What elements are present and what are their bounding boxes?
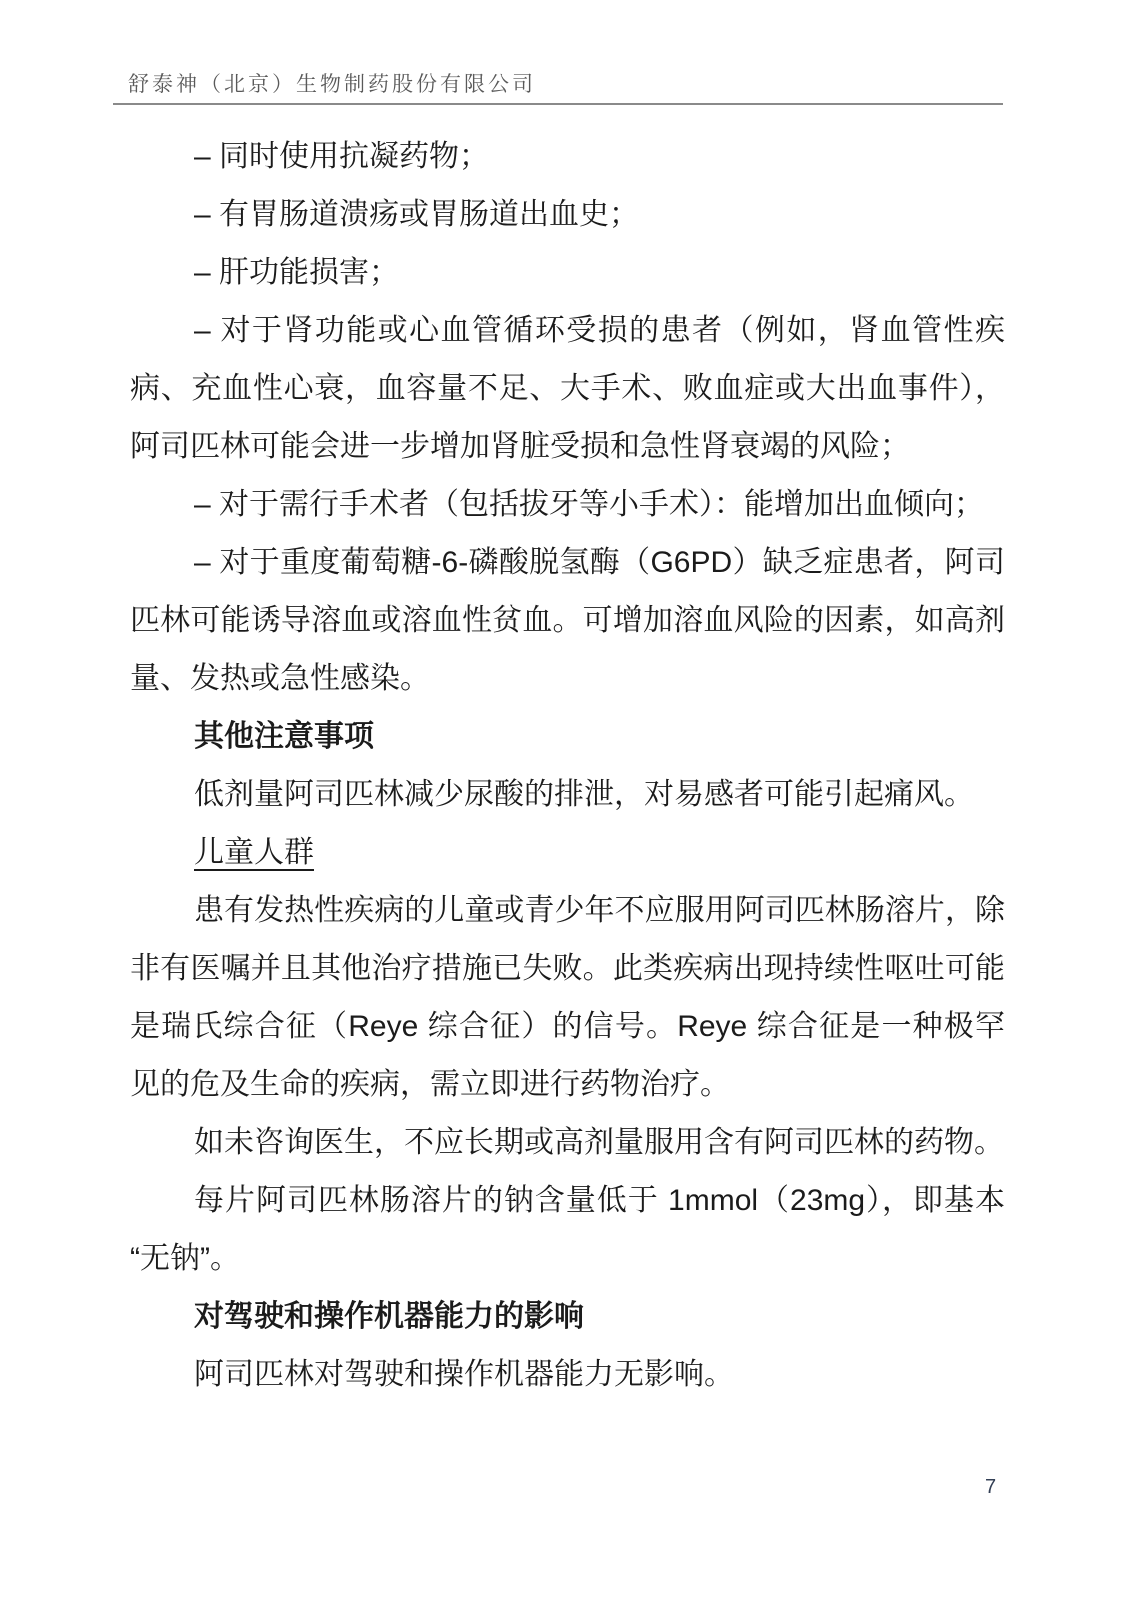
paragraph-consult-doctor: 如未咨询医生，不应长期或高剂量服用含有阿司匹林的药物。	[194, 1126, 1004, 1159]
list-item-liver-impairment: – 肝功能损害；	[194, 256, 400, 289]
running-header-company-name: 舒泰神（北京）生物制药股份有限公司	[128, 73, 536, 96]
list-item-gi-ulcer-history: – 有胃肠道溃疡或胃肠道出血史；	[194, 198, 640, 231]
section-heading-other-precautions: 其他注意事项	[194, 720, 374, 753]
paragraph-uric-acid: 低剂量阿司匹林减少尿酸的排泄，对易感者可能引起痛风。	[194, 778, 974, 811]
paragraph-sodium-content: 每片阿司匹林肠溶片的钠含量低于 1mmol（23mg），即基本“无钠”。	[130, 1184, 1005, 1275]
pediatric-heading-text: 儿童人群	[194, 836, 314, 869]
paragraph-reye-syndrome: 患有发热性疾病的儿童或青少年不应服用阿司匹林肠溶片，除非有医嘱并且其他治疗措施已失败。此类疾病出现持续性呕吐可能是瑞氏综合征（Reye 综合征）的信号。Reye 综合征是一种极罕见的危及生命的疾病，需立即进行药物治疗。	[130, 894, 1005, 1101]
header-divider-line	[113, 103, 1003, 105]
list-item-g6pd-deficiency: – 对于重度葡萄糖-6-磷酸脱氢酶（G6PD）缺乏症患者，阿司匹林可能诱导溶血或溶血性贫血。可增加溶血风险的因素，如高剂量、发热或急性感染。	[130, 546, 1005, 695]
list-item-anticoagulants: – 同时使用抗凝药物；	[194, 140, 490, 173]
list-item-renal-cardiovascular: – 对于肾功能或心血管循环受损的患者（例如，肾血管性疾病、充血性心衰，血容量不足、大手术、败血症或大出血事件），阿司匹林可能会进一步增加肾脏受损和急性肾衰竭的风险；	[130, 314, 1005, 463]
section-heading-pediatric-population	[130, 824, 1005, 882]
page-body-text	[130, 128, 1005, 1404]
section-heading-driving-machines: 对驾驶和操作机器能力的影响	[194, 1300, 584, 1333]
page-number: 7	[985, 1476, 997, 1498]
paragraph-driving-no-effect: 阿司匹林对驾驶和操作机器能力无影响。	[194, 1358, 734, 1391]
list-item-surgery: – 对于需行手术者（包括拔牙等小手术）：能增加出血倾向；	[194, 488, 985, 521]
